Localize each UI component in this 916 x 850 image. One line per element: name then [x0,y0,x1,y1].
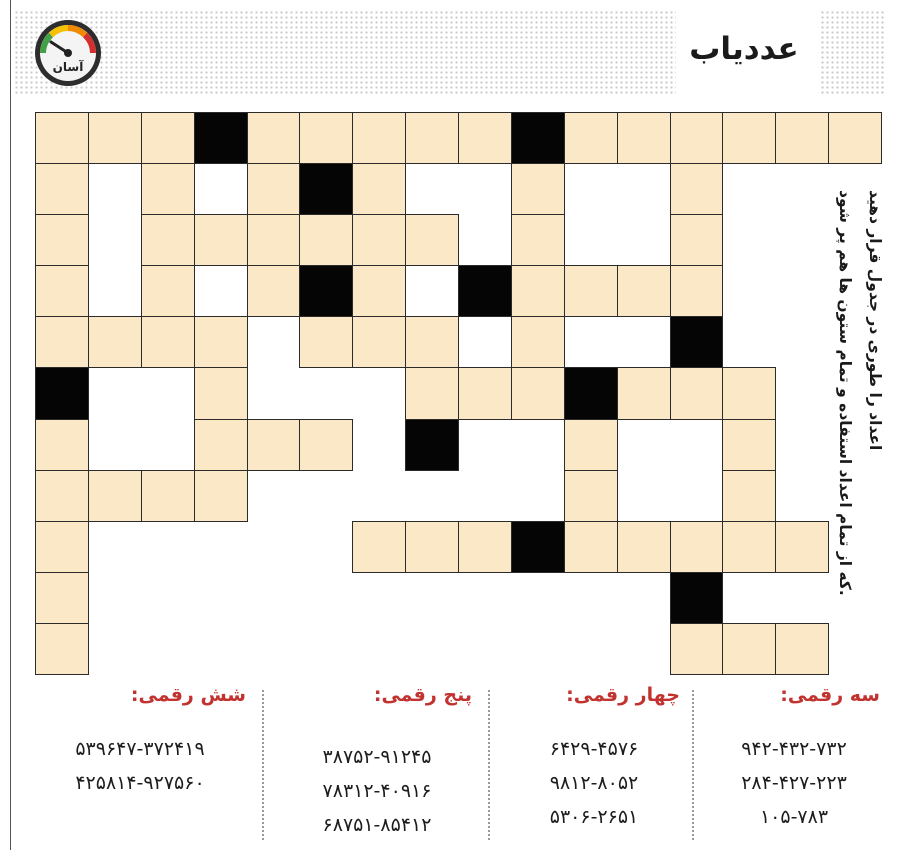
grid-cell[interactable] [35,214,89,266]
grid-cell[interactable] [35,623,89,675]
grid-cell-black [564,367,618,419]
list-item: ۴۲۵۸۱۴-۹۲۷۵۶۰ [75,772,205,794]
grid-cell[interactable] [141,470,195,522]
divider [692,690,694,840]
grid-cell[interactable] [35,572,89,624]
grid-cell[interactable] [35,112,89,164]
grid-cell[interactable] [617,112,671,164]
grid-cell[interactable] [722,470,776,522]
grid-cell[interactable] [247,163,301,215]
grid-cell[interactable] [352,521,406,573]
grid-cell[interactable] [35,316,89,368]
list-item: ۶۸۷۵۱-۸۵۴۱۲ [322,814,432,836]
grid-cell[interactable] [247,265,301,317]
grid-cell[interactable] [722,623,776,675]
grid-cell-black [511,112,565,164]
grid-cell[interactable] [35,470,89,522]
grid-cell[interactable] [299,419,353,471]
grid-cell[interactable] [458,521,512,573]
grid-cell[interactable] [352,112,406,164]
page-title: عددیاب [676,26,812,72]
grid-cell[interactable] [564,112,618,164]
grid-cell[interactable] [141,163,195,215]
list-item: ۲۸۴-۴۲۷-۲۲۳ [741,772,847,794]
grid-cell[interactable] [511,265,565,317]
difficulty-label: آسان [52,60,84,74]
grid-cell[interactable] [722,112,776,164]
grid-cell[interactable] [670,214,724,266]
grid-cell[interactable] [722,367,776,419]
list-item: ۱۰۵-۷۸۳ [759,806,829,828]
grid-cell[interactable] [352,163,406,215]
grid-cell[interactable] [299,112,353,164]
list-three-digit [696,684,892,844]
grid-cell[interactable] [617,367,671,419]
divider [262,690,264,840]
list-item: ۳۸۷۵۲-۹۱۲۴۵ [322,746,432,768]
grid-cell[interactable] [35,521,89,573]
grid-cell[interactable] [564,521,618,573]
grid-cell[interactable] [775,623,829,675]
list-six-digit [22,684,258,844]
grid-cell[interactable] [141,316,195,368]
grid-cell[interactable] [299,214,353,266]
grid-cell[interactable] [352,265,406,317]
grid-cell[interactable] [194,214,248,266]
grid-cell[interactable] [405,316,459,368]
grid-cell-black [299,265,353,317]
grid-cell[interactable] [670,521,724,573]
grid-cell-black [670,572,724,624]
grid-cell-black [458,265,512,317]
grid-cell[interactable] [405,521,459,573]
grid-cell[interactable] [194,419,248,471]
grid-cell[interactable] [458,367,512,419]
grid-cell[interactable] [670,163,724,215]
grid-cell[interactable] [564,470,618,522]
grid-cell[interactable] [88,470,142,522]
grid-cell-black [511,521,565,573]
grid-cell[interactable] [405,214,459,266]
grid-cell[interactable] [141,265,195,317]
grid-cell[interactable] [670,367,724,419]
instructions-line-2: که از تمام اعداد استفاده و تمام ستون ها هم پر شود. [836,190,854,596]
grid-cell[interactable] [670,265,724,317]
grid-cell[interactable] [670,623,724,675]
grid-cell[interactable] [511,163,565,215]
list-item: ۶۴۲۹-۴۵۷۶ [549,738,639,760]
list-item: ۹۸۱۲-۸۰۵۲ [549,772,639,794]
grid-cell[interactable] [299,316,353,368]
grid-cell[interactable] [194,470,248,522]
list-title: چهار رقمی: [566,684,680,706]
list-title: پنج رقمی: [373,684,472,706]
header-dot-pattern-right [820,10,884,96]
grid-cell-black [194,112,248,164]
grid-cell[interactable] [247,419,301,471]
grid-cell[interactable] [722,419,776,471]
list-item: ۹۴۲-۴۳۲-۷۳۲ [741,738,847,760]
grid-cell[interactable] [194,316,248,368]
list-item: ۷۸۳۱۲-۴۰۹۱۶ [322,780,432,802]
grid-cell-black [405,419,459,471]
grid-cell[interactable] [564,265,618,317]
list-four-digit [496,684,692,844]
grid-cell[interactable] [511,316,565,368]
grid-cell[interactable] [35,419,89,471]
grid-cell[interactable] [722,521,776,573]
grid-cell[interactable] [617,265,671,317]
instructions-line-1: اعداد را طوری در جدول قرار دهید [866,190,884,451]
list-title: سه رقمی: [780,684,880,706]
grid-cell[interactable] [35,163,89,215]
grid-cell[interactable] [194,367,248,419]
grid-cell[interactable] [617,521,671,573]
grid-cell[interactable] [35,265,89,317]
grid-cell[interactable] [141,214,195,266]
puzzle-grid [35,112,881,674]
difficulty-gauge-icon [33,18,103,88]
left-border-line [10,0,11,850]
grid-cell[interactable] [88,112,142,164]
grid-cell[interactable] [511,214,565,266]
grid-cell-black [35,367,89,419]
grid-cell[interactable] [88,316,142,368]
grid-cell[interactable] [247,214,301,266]
list-title: شش رقمی: [130,684,246,706]
grid-cell[interactable] [352,214,406,266]
header-dot-pattern [14,10,676,96]
grid-cell[interactable] [141,112,195,164]
grid-cell[interactable] [564,419,618,471]
grid-cell-black [670,316,724,368]
divider [488,690,490,840]
grid-cell[interactable] [511,367,565,419]
list-item: ۵۳۹۶۴۷-۳۷۲۴۱۹ [75,738,205,760]
grid-cell[interactable] [405,112,459,164]
grid-cell[interactable] [670,112,724,164]
instructions [810,150,890,600]
grid-cell[interactable] [458,112,512,164]
list-item: ۵۳۰۶-۲۶۵۱ [549,806,639,828]
grid-cell[interactable] [405,367,459,419]
list-five-digit [270,684,484,844]
grid-cell[interactable] [247,112,301,164]
grid-cell-black [299,163,353,215]
grid-cell[interactable] [352,316,406,368]
